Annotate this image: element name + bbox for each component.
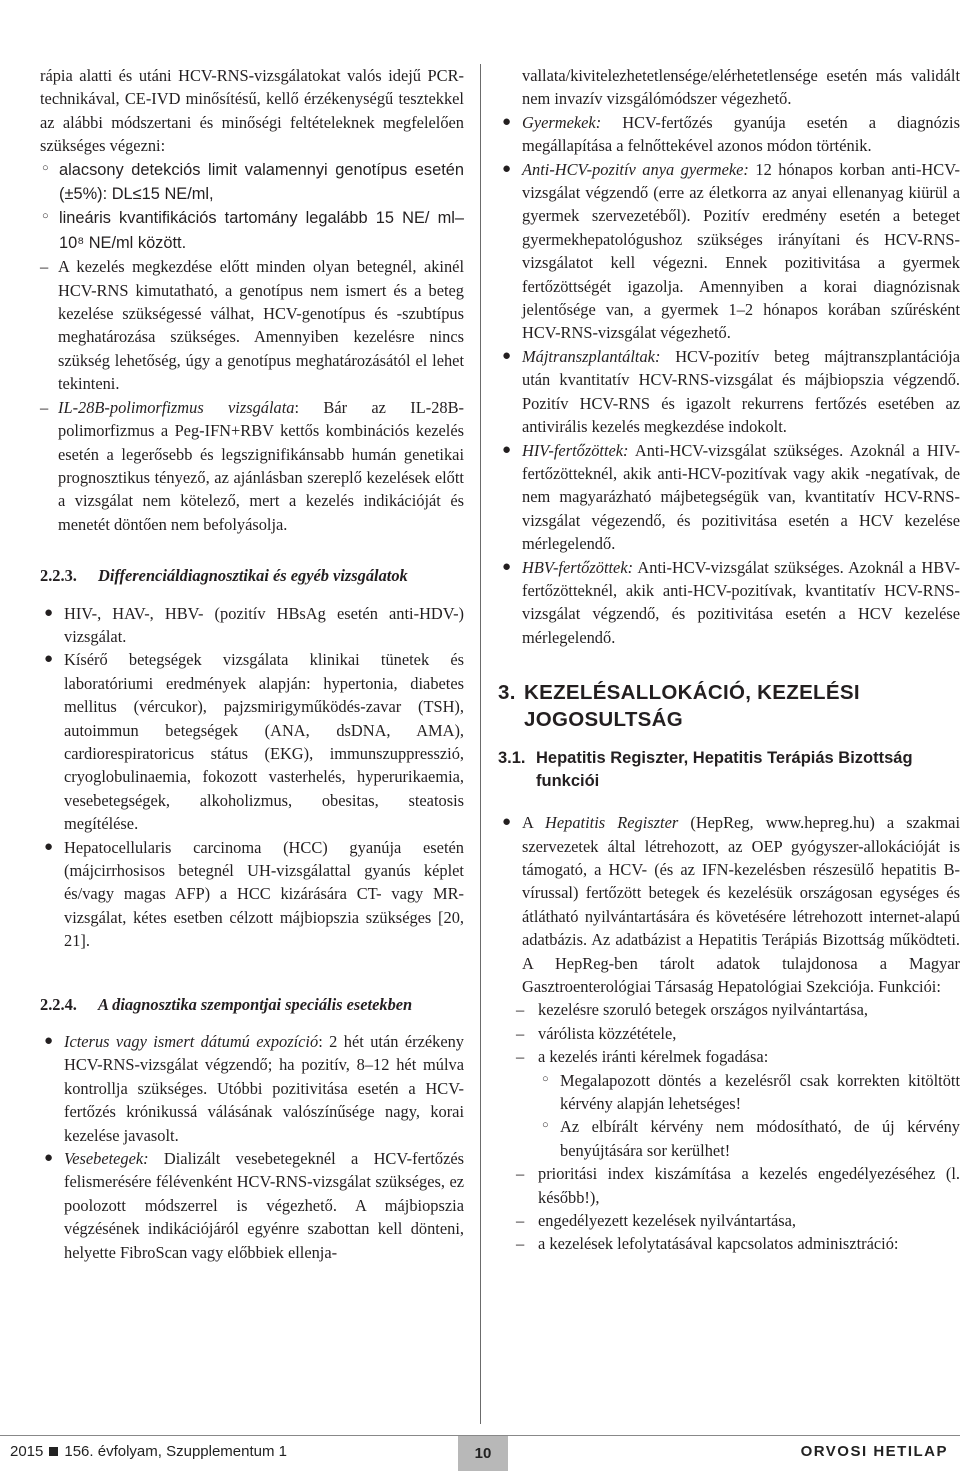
function-item: – várólista közzététele, [498, 1022, 960, 1045]
dash-bullet-icon: – [516, 1164, 525, 1184]
list-item: ● A Hepatitis Regiszter (HepReg, www.hepreg.hu) a szakmai szervezetek által létrehozott, az OEP gyógyszer-allokációját is támogató, a HCV- (és az IFN-kezelésben részesülő hepatitis B-vírussal) fertőzött betegek és kezelésük országosan egységes és átlátható nyilvántartására és követésére létrehozott internet-alapú adatbázis. Az adatbázist a Hepatitis Terápiás Bizottság működteti. A HepReg-ben tárolt adatok tulajdonosa a Magyar Gasztroenterológiai Társaság Hepatológiai Szekciója. Funkciói: [502, 813, 960, 996]
journal-name: ORVOSI HETILAP [800, 1443, 948, 1460]
bullet-icon: ● [44, 1033, 54, 1050]
bullet-icon: ● [502, 113, 512, 130]
list-item: ● Gyermekek: HCV-fertőzés gyanúja esetén a diagnózis megállapítása a felnőttekével azonos módon történik. [502, 112, 960, 156]
right-column [498, 64, 960, 1256]
function-item: – engedélyezett kezelések nyilvántartása, [498, 1209, 960, 1232]
list-item: ● Hepatocellularis carcinoma (HCC) gyanúja esetén (májcirrhosisos betegnél UH-vizsgálattal gyanús képlet és/vagy magas AFP) a HCC kizárására CT- vagy MR-vizsgálat, kétes esetben célzott májbiopszia szükséges [20, 21]. [44, 837, 464, 951]
section-heading-2-2-3: 2.2.3. Differenciáldiagnosztikai és egyéb vizsgálatok [40, 566, 408, 586]
square-separator-icon [49, 1447, 58, 1456]
dash-bullet-icon: – [516, 1000, 525, 1020]
list-item: ● HBV-fertőzöttek: Anti-HCV-vizsgálat szükséges. Azoknál a HBV-fertőzötteknél, akik anti-HCV-pozitívak, kvantitatív HCV-RNS-vizsgálat végzendő, és pozitivitása esetén a HCV kezelése mérlegelendő. [502, 557, 960, 647]
circle-bullet-icon: ○ [542, 1072, 549, 1085]
bullet-icon: ● [502, 441, 512, 458]
circle-bullet-icon: ○ [542, 1119, 549, 1132]
bullet-icon: ● [44, 1150, 54, 1167]
bullet-icon: ● [502, 814, 512, 831]
list-item: ● Kísérő betegségek vizsgálata klinikai tünetek és laboratóriumi eredmények alapján: hypertonia, diabetes mellitus (vércukor), pajzsmirigyműködés-zavar (TSH), autoimmun betegségek (ANA, dsDNA, AMA), cardiorespiratoricus státus (EKG), immunszuppresszió, cryoglobulinaemia, fokozott vasterhelés, hyperurikaemia, vesebetegségek, alkoholizmus, obesitas, steatosis megítélése. [44, 650, 464, 834]
list-item: ● HIV-, HAV-, HBV- (pozitív HBsAg esetén anti-HDV-) vizsgálat. [44, 603, 464, 646]
page-number: 10 [458, 1436, 508, 1471]
bullet-icon: ● [502, 160, 512, 177]
bullet-icon: ● [44, 604, 54, 621]
bullet-icon: ● [44, 838, 54, 855]
criteria-item: ○ alacsony detekciós limit valamennyi genotípus esetén (±5%): DL≤15 NE/ml, [40, 158, 464, 207]
sub-function-item: ○ Megalapozott döntés a kezelésről csak korrekten kitöltött kérvény alapján lehetséges! [498, 1069, 960, 1116]
dash-bullet-icon: – [516, 1047, 525, 1067]
list-item: ● Vesebetegek: Dializált vesebetegeknél a HCV-fertőzés felismerésére félévenként HCV-RNS-vizsgálat szükséges, ez poolozott módszerrel is végezhető. A májbiopszia végzésének indikációjáról egyénre szabottan kell dönteni, helyette FibroScan vagy előbbiek ellenja- [44, 1149, 464, 1262]
dash-bullet-icon: – [516, 1234, 525, 1254]
section-heading-2-2-4: 2.2.4. A diagnosztika szempontjai speciális esetekben [40, 994, 413, 1014]
list-item: vallata/kivitelezhetetlensége/elérhetetlensége esetén más validált nem invazív vizsgálómódszer végezhető. [522, 66, 960, 109]
il28b-item: – IL-28B-polimorfizmus vizsgálata: Bár az IL-28B-polimorfizmus a Peg-IFN+RBV kettős kombinációs kezelés esetén a legerősebb és legszignifikánsabb humán genetikai prognosztikus tényező, az ajánlásban szereplő kezelések előtt a vizsgálat nem kötelező, mert a kezelés indikációját és menetét döntően nem befolyásolja. [40, 397, 464, 534]
intro-paragraph: rápia alatti és utáni HCV-RNS-vizsgálatokat valós idejű PCR-technikával, CE-IVD minősítésű, kellő érzékenységű tesztekkel az alábbi módszertani és minőségi feltételeknek megfelelően szükséges végezni: [40, 66, 464, 156]
list-item: ● Májtranszplantáltak: HCV-pozitív beteg májtranszplantációja után kvantitatív HCV-RNS-vizsgálat és májbiopszia végzendő. Pozitív HCV-RNS és igazolt rekurrens fertőzés esetében az antivirális kezelés megkezdése indokolt. [502, 346, 960, 437]
function-item: – prioritási index kiszámítása a kezelés engedélyezéséhez (l. később!), [516, 1164, 960, 1207]
section-heading-3-1: 3.1. Hepatitis Regiszter, Hepatitis Terápiás Bizottság funkciói [498, 749, 913, 791]
bullet-icon: ● [502, 558, 512, 575]
list-item: ● HIV-fertőzöttek: Anti-HCV-vizsgálat szükséges. Azoknál a HIV-fertőzötteknél, akik anti-HCV-pozitívak vagy akik -negatívak, de nem magyarázható májbetegségük van, kvantitatív HCV-RNS-vizsgálat végezendő, és pozitivitása esetén a HCV kezelése mérlegelendő. [502, 440, 960, 554]
function-item: – a kezelés iránti kérelmek fogadása: [498, 1045, 960, 1068]
dash-bullet-icon: – [40, 257, 49, 277]
bullet-icon: ● [502, 347, 512, 364]
criteria-item: ○ lineáris kvantifikációs tartomány legalább 15 NE/ ml–10⁸ NE/ml között. [40, 206, 464, 255]
list-item: ● Anti-HCV-pozitív anya gyermeke: 12 hónapos korban anti-HCV-vizsgálat végzendő (erre az életkorra az anyai ellenanyag kiürül a gyermek szervezetéből). Pozitív eredmény esetén a beteget gyermekhepatológushoz szükséges irányítani és HCV-RNS-vizsgálatot kell végezni. Ennek pozitivitása a gyermek fertőzöttségét igazolja. Amennyiben a korai diagnózisnak jelentősége van, a gyermek 1–2 hónapos korában szűrésként HCV-RNS-vizsgálat végezhető. [502, 159, 960, 343]
function-item: – a kezelések lefolytatásával kapcsolatos adminisztráció: [498, 1232, 960, 1255]
circle-bullet-icon: ○ [42, 210, 49, 223]
list-item: ● Icterus vagy ismert dátumú expozíció: 2 hét után érzékeny HCV-RNS-vizsgálat végzendő; ha pozitív, 8–12 hét múlva kontrollja szükséges. Utóbbi pozitivitása esetén a HCV-fertőzés krónikussá válásának valószínűsége nagy, korai kezelése javasolt. [44, 1032, 464, 1145]
footer-issue: 2015 156. évfolyam, Szupplementum 1 [10, 1443, 287, 1460]
dash-bullet-icon: – [516, 1023, 525, 1043]
section-heading-3: 3. KEZELÉSALLOKÁCIÓ, KEZELÉSI JOGOSULTSÁG [498, 681, 860, 732]
dash-bullet-icon: – [40, 397, 49, 417]
column-divider [480, 64, 481, 1424]
function-item: – kezelésre szoruló betegek országos nyilvántartása, [498, 998, 960, 1021]
sub-function-item: ○ Az elbírált kérvény nem módosítható, de új kérvény benyújtására sor kerülhet! [498, 1115, 960, 1162]
left-column [40, 64, 464, 1264]
circle-bullet-icon: ○ [42, 161, 49, 174]
page-footer [0, 1435, 960, 1471]
genotype-item: – A kezelés megkezdése előtt minden olyan betegnél, akinél HCV-RNS kimutatható, a genotípus nem ismert és a beteg kezelése szükségessé válhat, HCV-genotípus és -szubtípus meghatározása szükséges. Amennyiben kezelésre nincs szükség lehetőség, úgy a genotípus meghatározásától el lehet tekinteni. [40, 257, 464, 394]
bullet-icon: ● [44, 651, 54, 668]
dash-bullet-icon: – [516, 1211, 525, 1231]
